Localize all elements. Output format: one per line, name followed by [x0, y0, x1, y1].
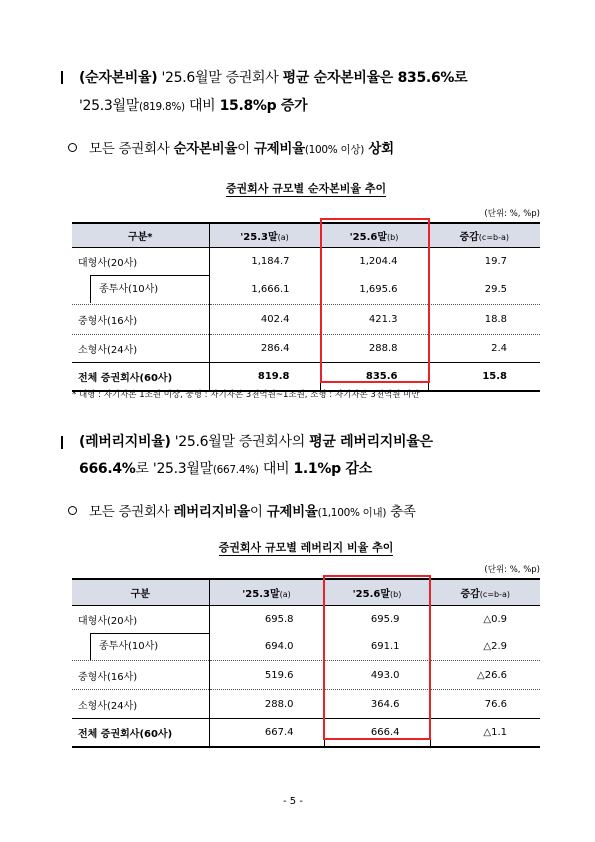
section2-bullet — [61, 436, 63, 449]
table1-footnote: * 대형 : 자기자본 1조원 이상, 중형 : 자기자본 3천억원~1조원, 소형 : 자기자본 3천억원 미만 — [72, 390, 420, 400]
table-row: 대형사(20사) 695.8 695.9 △0.9 — [72, 606, 540, 633]
table-row: 중형사(16사) 519.6 493.0 △26.6 — [72, 661, 540, 690]
table2-header-b: '25.6말(b) — [324, 579, 430, 606]
table2-header-row — [72, 579, 540, 606]
table-row: 소형사(24사) 286.4 288.8 2.4 — [72, 335, 540, 363]
table2 — [72, 578, 540, 748]
table2-header-a: '25.3말(a) — [209, 579, 324, 606]
section2-sub-bullet — [68, 506, 77, 515]
section1-line2: '25.3월말(819.8%) 대비 15.8%p 증가 — [79, 98, 308, 114]
table-row: 소형사(24사) 288.0 364.6 76.6 — [72, 690, 540, 719]
table1-title: 증권회사 규모별 순자본비율 추이 — [225, 182, 387, 195]
table1-unit: (단위: %, %p) — [484, 209, 540, 219]
table-row-total: 전체 증권회사(60사) 819.8 835.6 15.8 — [72, 363, 540, 392]
section2-subline: 모든 증권회사 레버리지비율이 규제비율(1,100% 이내) 충족 — [89, 504, 416, 520]
section2-line1: (레버리지비율) '25.6월말 증권회사의 평균 레버리지비율은 — [79, 434, 433, 450]
table1 — [72, 222, 540, 392]
table1-header-a: '25.3말(a) — [209, 223, 320, 248]
table2-header-c: 증감(c=b-a) — [430, 579, 540, 606]
table-row: 종투사(10사) 694.0 691.1 △2.9 — [72, 632, 540, 661]
table-row: 종투사(10사) 1,666.1 1,695.6 29.5 — [72, 274, 540, 305]
table1-header-b: '25.6말(b) — [320, 223, 428, 248]
table1-header-c: 증감(c=b-a) — [428, 223, 540, 248]
table-row: 대형사(20사) 1,184.7 1,204.4 19.7 — [72, 248, 540, 275]
section1-sub-bullet — [68, 143, 77, 152]
table-row-total: 전체 증권회사(60사) 667.4 666.4 △1.1 — [72, 719, 540, 748]
page-number: - 5 - — [283, 796, 303, 807]
section1-tag: (순자본비율) — [79, 70, 158, 86]
section1-line1: (순자본비율) '25.6월말 증권회사 평균 순자본비율은 835.6%로 — [79, 70, 468, 86]
table2-title: 증권회사 규모별 레버리지 비율 추이 — [218, 541, 394, 554]
table2-highlight-box — [323, 575, 431, 740]
section1-bullet — [61, 71, 63, 84]
table2-unit: (단위: %, %p) — [484, 565, 540, 575]
table1-header-row — [72, 223, 540, 248]
table1-highlight-box — [320, 218, 430, 383]
table1-header-category: 구분* — [72, 223, 209, 248]
table-row: 중형사(16사) 402.4 421.3 18.8 — [72, 305, 540, 335]
section2-tag: (레버리지비율) — [79, 434, 171, 450]
table2-header-category: 구분 — [72, 579, 209, 606]
section2-line2: 666.4%로 '25.3월말(667.4%) 대비 1.1%p 감소 — [79, 461, 372, 477]
section1-subline: 모든 증권회사 순자본비율이 규제비율(100% 이상) 상회 — [89, 141, 394, 157]
